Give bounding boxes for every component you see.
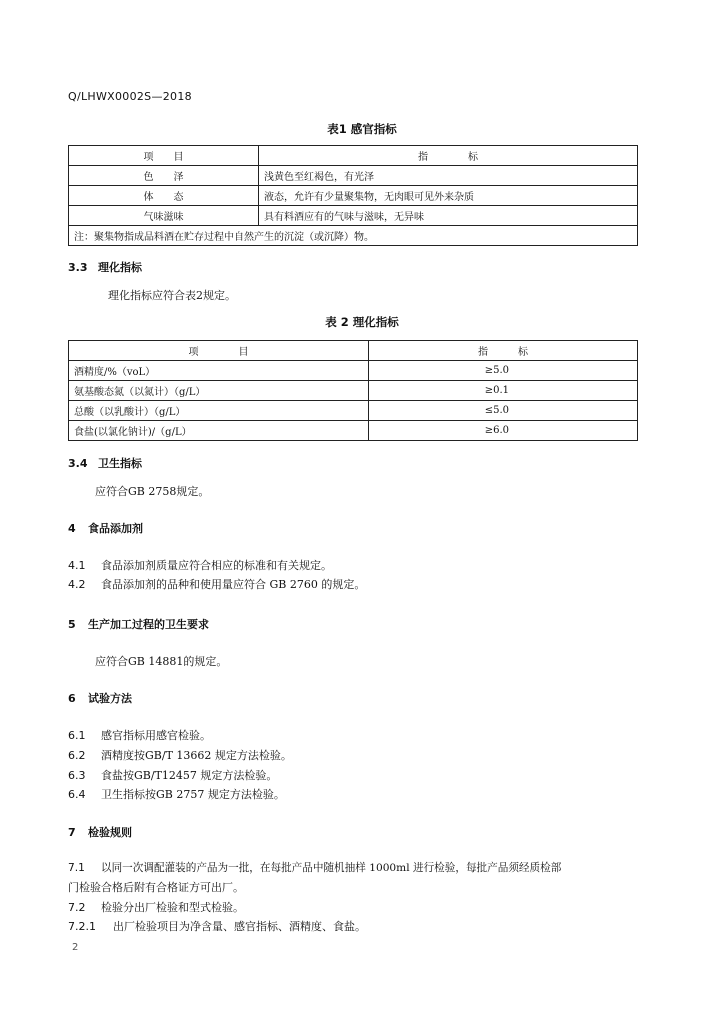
section-3-3-text: 理化指标应符合表2规定。 [108,289,236,302]
table2-header-row [69,341,638,361]
table1-row-index: 具有料酒应有的气味与滋味，无异味 [259,206,638,226]
section-7-heading [68,824,132,840]
item-6-2 [68,747,292,763]
table1-title: 表1 感官指标 [327,122,397,136]
item-text: 酒精度按GB/T 13662 规定方法检验。 [101,749,292,762]
table1-row-item: 气味滋味 [69,206,259,226]
table2-col-index: 指 标 [369,341,638,361]
item-number: 7.2.1 [68,920,96,933]
table2-physicochemical [68,340,638,441]
section-title: 生产加工过程的卫生要求 [88,618,209,631]
item-6-1 [68,727,211,743]
item-text: 食品添加剂的品种和使用量应符合 GB 2760 的规定。 [101,578,366,591]
table1-col-index: 指 标 [259,146,638,166]
page-number: 2 [72,942,79,953]
table-row [69,401,638,421]
table1-row-item: 色 泽 [69,166,259,186]
item-7-2-1 [68,918,366,934]
table2-row-index: ≥6.0 [369,421,638,441]
section-5-heading [68,616,209,632]
section-number: 7 [68,826,76,839]
table1-row-index: 浅黄色至红褐色，有光泽 [259,166,638,186]
table-row [69,166,638,186]
section-number: 6 [68,692,76,705]
table-row [69,186,638,206]
item-number: 7.2 [68,901,86,914]
table1-row-item: 体 态 [69,186,259,206]
table1-header-row [69,146,638,166]
item-6-3 [68,767,277,783]
item-7-1 [68,860,648,875]
table1-row-index: 液态，允许有少量聚集物，无肉眼可见外来杂质 [259,186,638,206]
item-number: 7.1 [68,862,85,874]
table1-col-item: 项 目 [69,146,259,166]
section-title: 食品添加剂 [88,522,143,535]
item-4-2 [68,576,365,592]
table-row [69,421,638,441]
section-3-4-heading [68,455,142,471]
section-number: 4 [68,522,76,535]
item-number: 4.1 [68,559,86,572]
table2-title: 表 2 理化指标 [325,315,399,329]
section-3-4-text: 应符合GB 2758规定。 [95,485,210,498]
table2-row-index: ≤5.0 [369,401,638,421]
item-6-4 [68,786,285,802]
section-number: 3.3 [68,261,88,274]
table2-row-item: 食盐(以氯化钠计)/（g/L） [69,421,369,441]
standard-code: Q/LHWX0002S—2018 [68,90,192,103]
item-7-1-continued: 门检验合格后附有合格证方可出厂。 [68,881,244,894]
table1-note: 注：聚集物指成品料酒在贮存过程中自然产生的沉淀（或沉降）物。 [69,226,638,246]
section-6-heading [68,690,132,706]
section-number: 3.4 [68,457,88,470]
item-number: 6.4 [68,788,86,801]
section-title: 试验方法 [88,692,132,705]
item-number: 6.3 [68,769,86,782]
table2-row-index: ≥5.0 [369,361,638,381]
table1-sensory [68,145,638,246]
item-text: 出厂检验项目为净含量、感官指标、酒精度、食盐。 [113,920,366,933]
section-title: 检验规则 [88,826,132,839]
item-number: 4.2 [68,578,86,591]
section-3-3-heading [68,259,142,275]
table-row [69,381,638,401]
item-text: 食品添加剂质量应符合相应的标准和有关规定。 [101,559,332,572]
table2-row-item: 总酸（以乳酸计）（g/L） [69,401,369,421]
item-7-2 [68,899,244,915]
item-text: 感官指标用感官检验。 [101,729,211,742]
table2-col-item: 项 目 [69,341,369,361]
section-title: 卫生指标 [98,457,142,470]
table2-row-item: 酒精度/%（voL） [69,361,369,381]
section-number: 5 [68,618,76,631]
table-row [69,361,638,381]
table2-row-index: ≥0.1 [369,381,638,401]
item-text: 检验分出厂检验和型式检验。 [101,901,244,914]
item-text: 卫生指标按GB 2757 规定方法检验。 [101,788,285,801]
item-text: 以同一次调配灌装的产品为一批，在每批产品中随机抽样 1000ml 进行检验，每批产品须经质检部 [101,862,562,874]
item-4-1 [68,557,332,573]
table-row [69,206,638,226]
section-4-heading [68,520,143,536]
section-title: 理化指标 [98,261,142,274]
section-5-text: 应符合GB 14881的规定。 [95,655,228,668]
item-number: 6.2 [68,749,86,762]
item-text: 食盐按GB/T12457 规定方法检验。 [101,769,278,782]
item-number: 6.1 [68,729,86,742]
table2-row-item: 氨基酸态氮（以氮计）（g/L） [69,381,369,401]
table1-note-row [69,226,638,246]
